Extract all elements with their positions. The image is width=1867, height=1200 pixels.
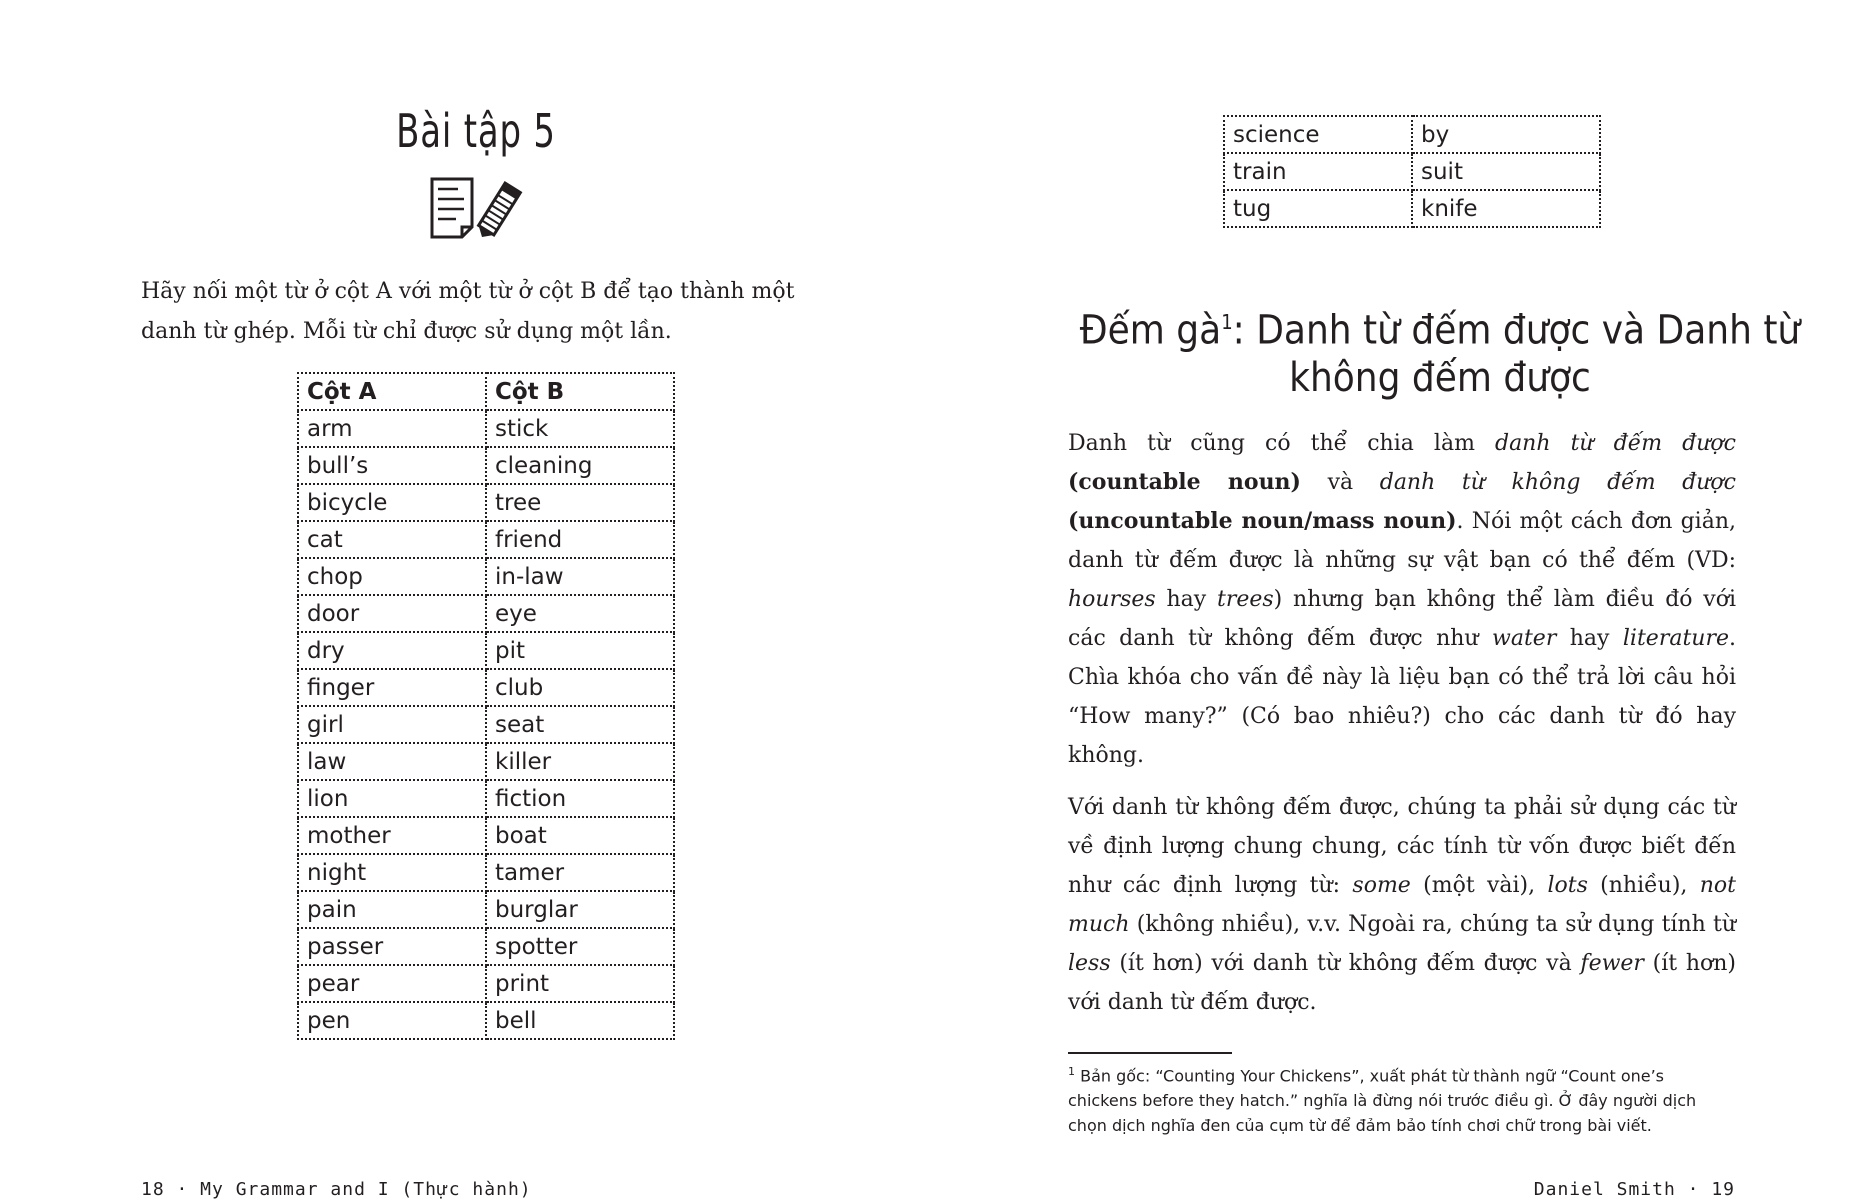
cell-a: arm <box>298 410 486 447</box>
table-row <box>298 891 674 928</box>
matching-table-continued <box>1223 115 1601 228</box>
cell-b: by <box>1412 116 1600 153</box>
left-page <box>0 0 933 1200</box>
matching-table <box>297 372 675 1040</box>
exercise-title: Bài tập 5 <box>396 104 556 158</box>
exercise-instruction: Hãy nối một từ ở cột A với một từ ở cột B để tạo thành một danh từ ghép. Mỗi từ chỉ được sử dụng một lần. <box>141 279 795 344</box>
table-row <box>298 410 674 447</box>
table-row <box>298 706 674 743</box>
footnote-reference: 1 <box>1221 310 1233 334</box>
cell-a: passer <box>298 928 486 965</box>
cell-b: seat <box>486 706 674 743</box>
table-row <box>1224 153 1600 190</box>
document-pencil-icon <box>430 175 526 241</box>
table-row <box>1224 190 1600 227</box>
table-header-row <box>298 373 674 410</box>
cell-b: print <box>486 965 674 1002</box>
cell-b: killer <box>486 743 674 780</box>
table-row <box>298 669 674 706</box>
footnote: $^1$ Bản gốc: “Counting Your Chickens”, xuất phát từ thành ngữ “Count one’s chickens before they hatch.” nghĩa là đừng nói trước điều gì. Ở đây người dịch chọn dịch nghĩa đen của cụm từ để đảm bảo tính chơi chữ trong bài viết. <box>1068 1065 1697 1136</box>
cell-a: train <box>1224 153 1412 190</box>
cell-a: pear <box>298 965 486 1002</box>
cell-a: girl <box>298 706 486 743</box>
paragraph: Với danh từ không đếm được, chúng ta phải sử dụng các từ về định lượng chung chung, các tính từ vốn được biết đến như các định lượng từ: some (một vài), lots (nhiều), not much (không nhiều), v.v. Ngoài ra, chúng ta sử dụng tính từ less (ít hơn) với danh từ không đếm được và fewer (ít hơn) với danh từ đếm được. <box>1068 795 1736 1015</box>
cell-a: tug <box>1224 190 1412 227</box>
column-a-header: Cột A <box>298 373 486 410</box>
footnote-marker: 1 <box>1068 1065 1075 1078</box>
cell-b: spotter <box>486 928 674 965</box>
cell-b: eye <box>486 595 674 632</box>
table-row <box>298 780 674 817</box>
column-b-header: Cột B <box>486 373 674 410</box>
table-row <box>298 854 674 891</box>
cell-a: night <box>298 854 486 891</box>
cell-a: finger <box>298 669 486 706</box>
cell-a: bull’s <box>298 447 486 484</box>
cell-b: fiction <box>486 780 674 817</box>
table-row <box>298 632 674 669</box>
footnote-divider <box>1068 1052 1232 1054</box>
table-row <box>298 595 674 632</box>
cell-a: pain <box>298 891 486 928</box>
section-title: Đếm $gà^1$: Danh từ đếm được và Danh từ không đếm được <box>1079 307 1801 402</box>
cell-a: chop <box>298 558 486 595</box>
cell-a: lion <box>298 780 486 817</box>
table-row <box>298 743 674 780</box>
cell-a: science <box>1224 116 1412 153</box>
cell-b: club <box>486 669 674 706</box>
cell-a: bicycle <box>298 484 486 521</box>
table-row <box>298 558 674 595</box>
cell-b: knife <box>1412 190 1600 227</box>
cell-b: cleaning <box>486 447 674 484</box>
cell-a: door <box>298 595 486 632</box>
table-row <box>298 965 674 1002</box>
cell-a: dry <box>298 632 486 669</box>
cell-b: boat <box>486 817 674 854</box>
cell-b: tree <box>486 484 674 521</box>
cell-b: friend <box>486 521 674 558</box>
table-row <box>298 521 674 558</box>
table-row <box>1224 116 1600 153</box>
cell-b: suit <box>1412 153 1600 190</box>
table-row <box>298 817 674 854</box>
cell-a: cat <box>298 521 486 558</box>
table-row <box>298 484 674 521</box>
cell-b: pit <box>486 632 674 669</box>
page-footer-right: Daniel Smith · 19 <box>1533 1179 1735 1200</box>
cell-a: mother <box>298 817 486 854</box>
body-text <box>1068 424 1736 1035</box>
cell-b: burglar <box>486 891 674 928</box>
cell-a: law <box>298 743 486 780</box>
paragraph: Danh từ cũng có thể chia làm danh từ đếm được (countable noun) và danh từ không đếm được (uncountable noun/mass noun). Nói một cách đơn giản, danh từ đếm được là những sự vật bạn có thể đếm (VD: hourses hay trees) nhưng bạn không thể làm điều đó với các danh từ không đếm được như water hay literature. Chìa khóa cho vấn đề này là liệu bạn có thể trả lời câu hỏi “How many?” (Có bao nhiêu?) cho các danh từ đó hay không. <box>1068 431 1737 768</box>
cell-b: tamer <box>486 854 674 891</box>
page-footer-left: 18 · My Grammar and I (Thực hành) <box>141 1179 532 1200</box>
table-row <box>298 447 674 484</box>
cell-b: stick <box>486 410 674 447</box>
table-row <box>298 1002 674 1039</box>
cell-a: pen <box>298 1002 486 1039</box>
cell-b: bell <box>486 1002 674 1039</box>
table-row <box>298 928 674 965</box>
cell-b: in-law <box>486 558 674 595</box>
